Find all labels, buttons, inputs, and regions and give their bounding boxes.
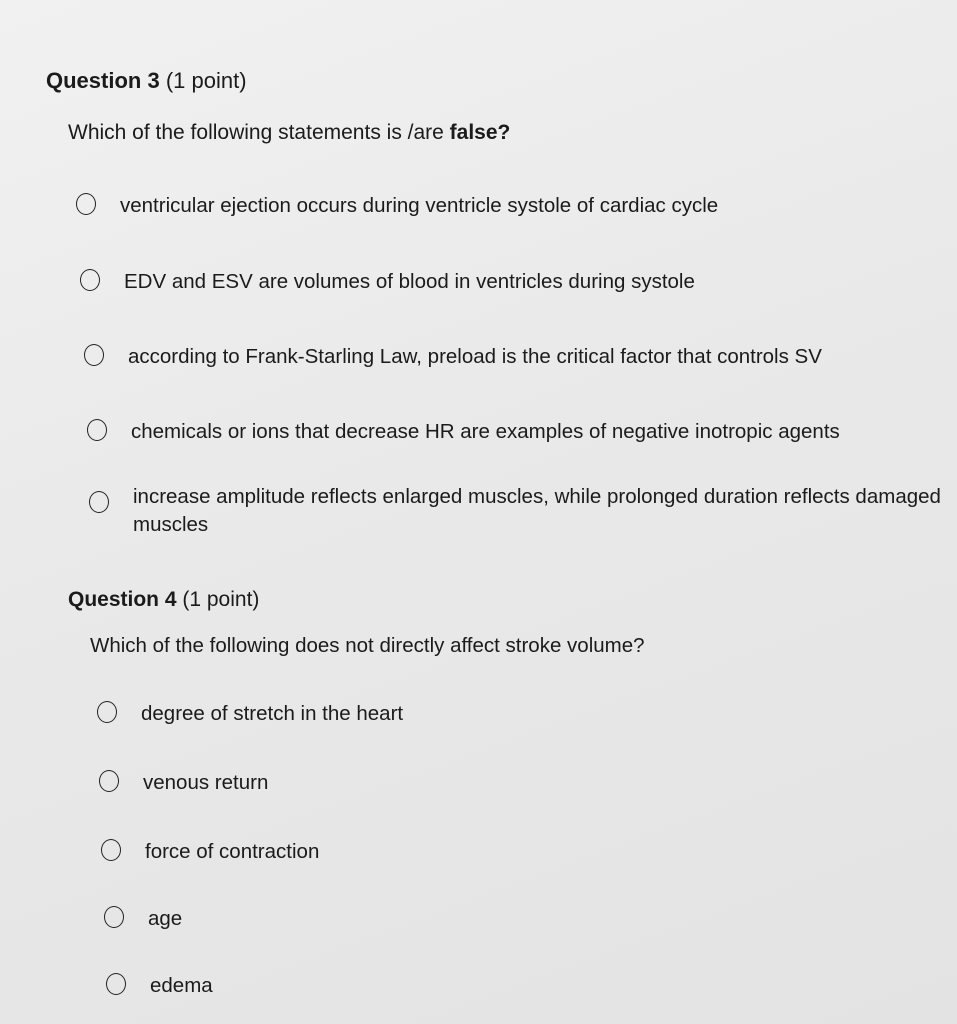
question-4-points: (1 point) (182, 588, 260, 611)
radio-button[interactable] (76, 193, 96, 215)
option-label: according to Frank-Starling Law, preload is the critical factor that controls SV (128, 345, 822, 368)
option-label: EDV and ESV are volumes of blood in ventricles during systole (124, 270, 695, 293)
radio-button[interactable] (106, 973, 126, 995)
question-4-title (68, 588, 259, 612)
question-3-number: Question 3 (46, 68, 160, 93)
radio-button[interactable] (104, 906, 124, 928)
question-3-option-3[interactable] (84, 343, 822, 371)
question-3-option-5[interactable] (89, 483, 943, 539)
question-4-option-3[interactable] (101, 838, 319, 866)
question-3-prompt (68, 121, 510, 145)
question-4-prompt: Which of the following does not directly affect stroke volume? (90, 634, 645, 657)
radio-button[interactable] (84, 344, 104, 366)
option-label: force of contraction (145, 840, 320, 863)
question-3-option-1[interactable] (76, 192, 718, 220)
radio-button[interactable] (97, 701, 117, 723)
radio-button[interactable] (99, 770, 119, 792)
radio-button[interactable] (80, 269, 100, 291)
question-3-prompt-emphasis: false? (449, 121, 511, 144)
option-label: ventricular ejection occurs during ventricle systole of cardiac cycle (120, 194, 719, 217)
radio-button[interactable] (101, 839, 121, 861)
option-label: edema (150, 974, 213, 997)
radio-button[interactable] (87, 419, 107, 441)
question-3-title (46, 68, 247, 94)
radio-button[interactable] (89, 491, 109, 513)
option-label: chemicals or ions that decrease HR are examples of negative inotropic agents (131, 420, 840, 443)
option-label: increase amplitude reflects enlarged muscles, while prolonged duration reflects damaged muscles (133, 485, 941, 536)
question-4-option-1[interactable] (97, 700, 403, 728)
question-4-number: Question 4 (68, 588, 177, 611)
question-4-option-4[interactable] (104, 905, 182, 933)
question-3-option-4[interactable] (87, 418, 840, 446)
question-3-prompt-text: Which of the following statements is /are (68, 121, 450, 144)
option-label: degree of stretch in the heart (141, 702, 404, 725)
question-4-option-2[interactable] (99, 769, 268, 797)
question-3-option-2[interactable] (80, 268, 695, 296)
option-label: venous return (143, 771, 269, 794)
question-4-option-5[interactable] (106, 972, 213, 1000)
option-label: age (148, 907, 183, 930)
question-3-points: (1 point) (165, 68, 247, 93)
